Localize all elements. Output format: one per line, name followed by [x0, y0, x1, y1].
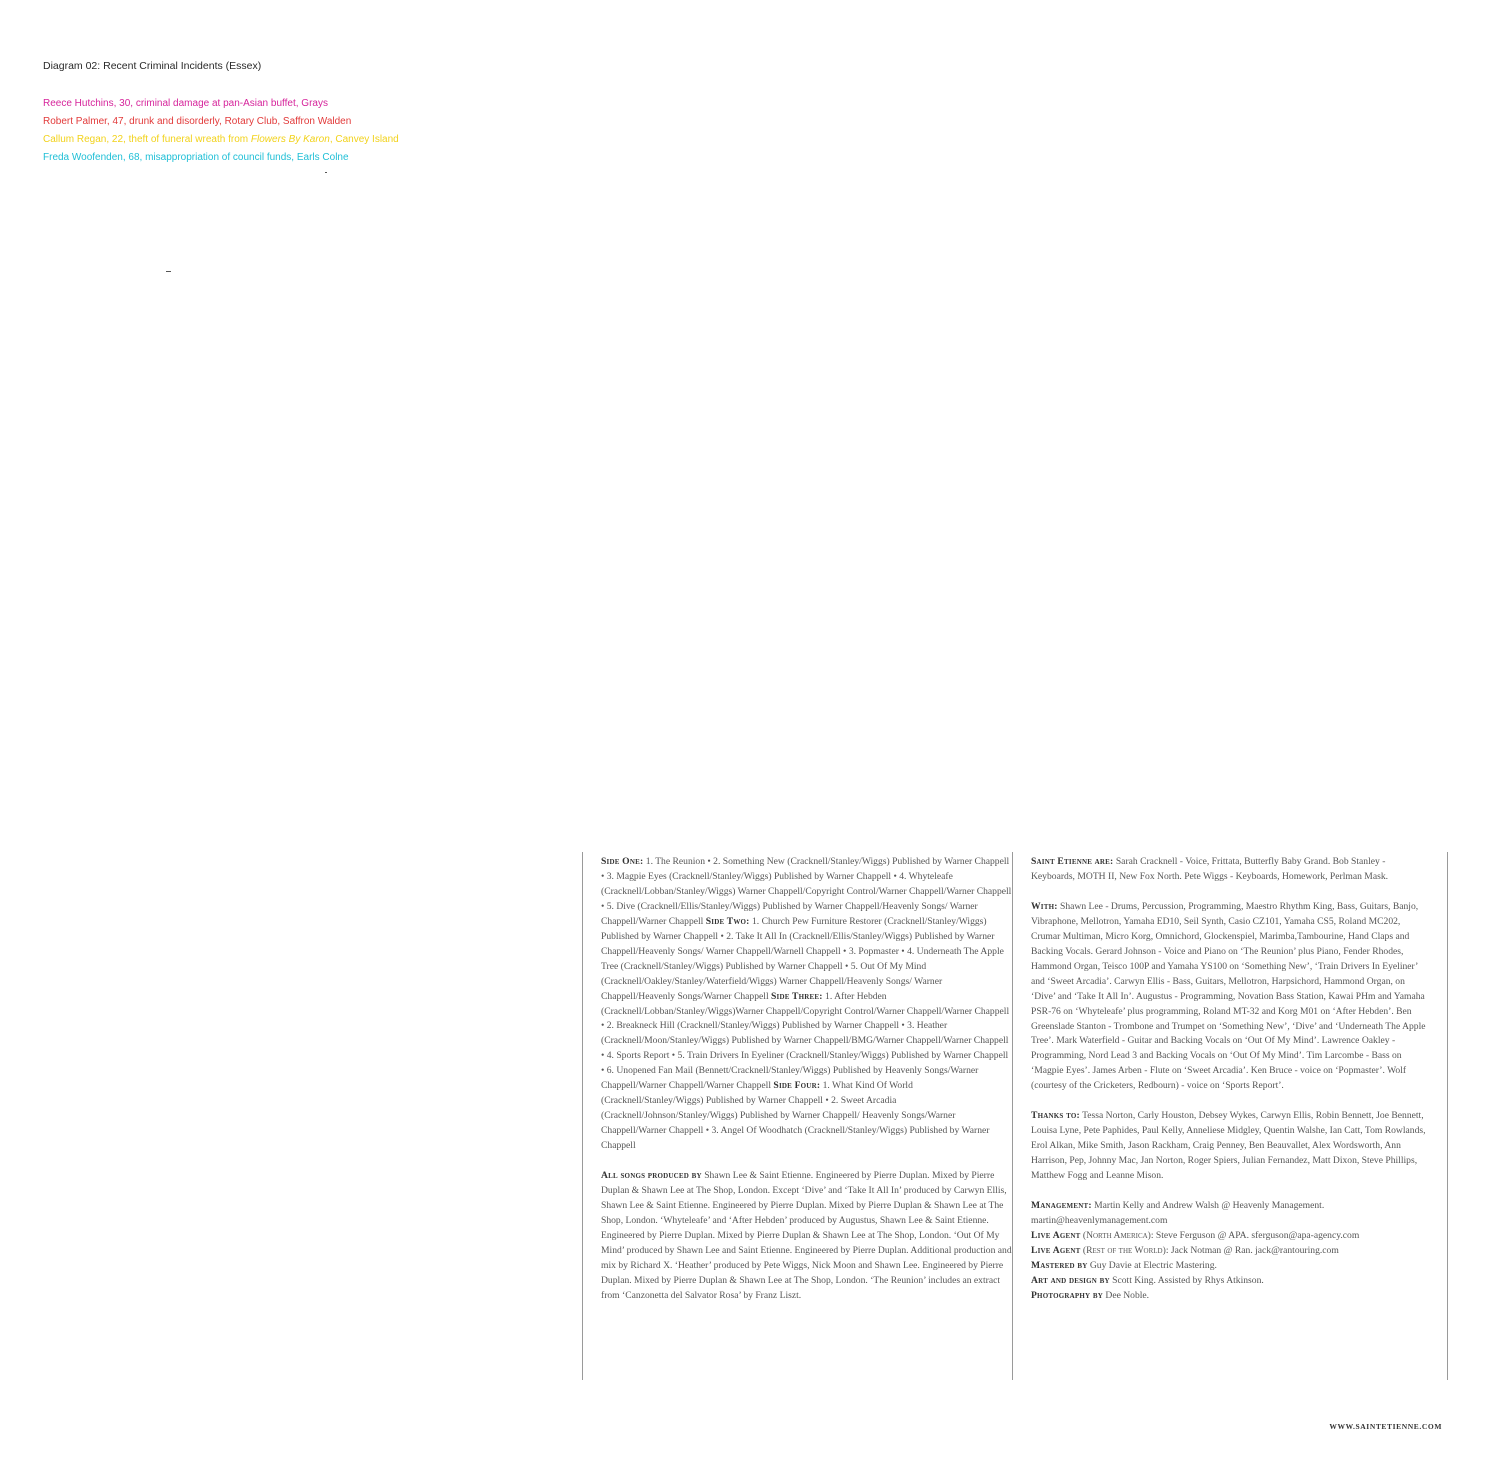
thanks-text: Tessa Norton, Carly Houston, Debsey Wykes, Carwyn Ellis, Robin Bennett, Joe Bennett, Louisa Lyne, Pete Paphides, Paul Kelly, Anneliese Midgley, Quentin Walshe, Ian Catt, Tom Rowlands, Erol Alkan, Mike Smith, Jason Rackham, Craig Penney, Ben Beauvallet, Alex Wordsworth, Ann Harrison, Pep, Johnny Mac, Jan Norton, Roger Spiers, Julian Fernandez, Matt Dixon, Steve Phillips, Matthew Fogg and Leanne Mison. — [1031, 1110, 1426, 1182]
mastered-heading: Mastered by — [1031, 1259, 1088, 1271]
management-heading: Management: — [1031, 1200, 1092, 1212]
diagram-title: Diagram 02: Recent Criminal Incidents (Essex) — [43, 60, 262, 72]
thanks — [1031, 1109, 1431, 1184]
side-four-heading: Side Four: — [773, 1080, 821, 1092]
live-agent-heading: Live Agent — [1031, 1229, 1081, 1241]
incident-text: Reece Hutchins, 30, criminal damage at pan-Asian buffet, Grays — [43, 98, 328, 109]
thanks-heading: Thanks to: — [1031, 1110, 1080, 1122]
live-agent-region: (North America) — [1080, 1229, 1151, 1241]
credits-right-column — [1012, 852, 1448, 1380]
incident-text: Robert Palmer, 47, drunk and disorderly, Rotary Club, Saffron Walden — [43, 116, 352, 127]
side-three-tracks: 1. After Hebden (Cracknell/Lobban/Stanley/Wiggs)Warner Chappell/Copyright Control/Warner Chappell/Warner Chappell • 2. Breakneck Hill (Cracknell/Stanley/Wiggs) Published by Warner Chappell • 3. Heather (Cracknell/Moon/Stanley/Wiggs) Published by Warner Chappell/BMG/Warner Chappell/Warner Chappell • 4. Sports Report • 5. Train Drivers In Eyeliner (Cracknell/Stanley/Wiggs) Published by Warner Chappell • 6. Unopened Fan Mail (Bennett/Cracknell/Stanley/Wiggs) Published by Heavenly Songs/Warner Chappell/Warner Chappell/Warner Chappell — [601, 990, 1010, 1092]
mastered-text: Guy Davie at Electric Mastering. — [1087, 1259, 1217, 1271]
band-heading: Saint Etienne are: — [1031, 856, 1114, 867]
mastering — [1031, 1259, 1431, 1274]
production-credits — [601, 1169, 1013, 1304]
live-agent-text: : Steve Ferguson @ APA. sferguson@apa-agency.com — [1150, 1229, 1360, 1241]
side-two-tracks: 1. Church Pew Furniture Restorer (Cracknell/Stanley/Wiggs) Published by Warner Chappell • 2. Take It All In (Cracknell/Ellis/Stanley/Wiggs) Published by Warner Chappell/Heavenly Songs/ Warner Chappell/Warnell Chappell • 3. Popmaster • 4. Underneath The Apple Tree (Cracknell/Stanley/Wiggs) Published by Warner Chappell • 5. Out Of My Mind (Cracknell/Oakley/Stanley/Waterfield/Wiggs) Warner Chappell/Heavenly Songs/ Warner Chappell/Heavenly Songs/Warner Chappell — [601, 915, 1004, 1002]
side-three-heading: Side Three: — [771, 990, 823, 1002]
incident-item — [43, 113, 643, 131]
management — [1031, 1199, 1431, 1229]
incident-item — [43, 95, 643, 113]
incident-text: , Canvey Island — [329, 134, 399, 145]
side-four-tracks: 1. What Kind Of World (Cracknell/Stanley/Wiggs) Published by Warner Chappell • 2. Sweet Arcadia (Cracknell/Johnson/Stanley/Wiggs) Published by Warner Chappell/ Heavenly Songs/Warner Chappell/Warner Chappell • 3. Angel Of Woodhatch (Cracknell/Stanley/Wiggs) Published by Warner Chappell — [601, 1080, 990, 1152]
website-url: WWW.SAINTETIENNE.COM — [1329, 1422, 1442, 1431]
print-speck — [166, 271, 171, 272]
live-agent-region: (Rest of the World) — [1080, 1244, 1166, 1256]
print-speck — [325, 172, 327, 173]
incident-item — [43, 131, 643, 149]
live-agent-north-america — [1031, 1229, 1431, 1244]
criminal-incidents-diagram — [43, 59, 643, 167]
incident-shop-name: Flowers By Karon — [250, 134, 330, 145]
management-text: Martin Kelly and Andrew Walsh @ Heavenly Management. martin@heavenlymanagement.com — [1031, 1200, 1325, 1227]
tracklist — [601, 855, 1013, 1154]
with-text: Shawn Lee - Drums, Percussion, Programming, Maestro Rhythm King, Bass, Guitars, Banjo, Vibraphone, Mellotron, Yamaha ED10, Seil Synth, Casio CZ101, Yamaha CS5, Roland MC202, Crumar Multiman, Micro Korg, Omnichord, Glockenspiel, Marimba,Tambourine, Hand Claps and Backing Vocals. Gerard Johnson - Voice and Piano on ‘The Reunion’ plus Piano, Fender Rhodes, Hammond Organ, Teisco 100P and Yamaha YS100 on ‘Something New’, ‘Train Drivers In Eyeliner’ and ‘Sweet Arcadia’. Carwyn Ellis - Bass, Guitars, Mellotron, Harpsichord, Hammond Organ, on ‘Dive’ and ‘Take It All In’. Augustus - Programming, Novation Bass Station, Kawai PHm and Yamaha PSR-76 on ‘Whyteleafe’ plus programming, Roland MT-32 and Korg M01 on ‘After Hebden’. Ben Greenslade Stanton - Trombone and Trumpet on ‘Something New’, ‘Dive’ and ‘Underneath The Apple Tree’. Mark Waterfield - Guitar and Backing Vocals on ‘Out Of My Mind’. Lawrence Oakley - Programming, Nord Lead 3 and Backing Vocals on ‘Out Of My Mind’. Tim Larcombe - Bass on ‘Magpie Eyes’. James Arben - Flute on ‘Sweet Arcadia’. Ken Bruce - voice on ‘Popmaster’. Wolf (courtesy of the Cricketers, Redbourn) - voice on ‘Sports Report’. — [1031, 900, 1426, 1092]
live-agent-heading: Live Agent — [1031, 1244, 1081, 1256]
art-design — [1031, 1274, 1431, 1289]
side-one-tracks: 1. The Reunion • 2. Something New (Cracknell/Stanley/Wiggs) Published by Warner Chappell • 3. Magpie Eyes (Cracknell/Stanley/Wiggs) Published by Warner Chappell • 4. Whyteleafe (Cracknell/Lobban/Stanley/Wiggs) Warner Chappell/Copyright Control/Warner Chappell/Warner Chappell • 5. Dive (Cracknell/Ellis/Stanley/Wiggs) Published by Warner Chappell/Heavenly Songs/ Warner Chappell/Warner Chappell — [601, 856, 1012, 927]
production-text: Shawn Lee & Saint Etienne. Engineered by Pierre Duplan. Mixed by Pierre Duplan & Shawn Lee at The Shop, London. Except ‘Dive’ and ‘Take It All In’ produced by Carwyn Ellis, Shawn Lee & Saint Etienne. Engineered by Pierre Duplan. Mixed by Pierre Duplan & Shawn Lee at The Shop, London. ‘Whyteleafe’ and ‘After Hebden’ produced by Augustus, Shawn Lee & Saint Etienne. Engineered by Pierre Duplan. Mixed by Pierre Duplan & Shawn Lee at The Shop, London. ‘Out Of My Mind’ produced by Shawn Lee and Saint Etienne. Engineered by Pierre Duplan. Additional production and mix by Richard X. ‘Heather’ produced by Pete Wiggs, Nick Moon and Shawn Lee. Engineered by Pierre Duplan. Mixed by Pierre Duplan & Shawn Lee at The Shop, London. ‘The Reunion’ includes an extract from ‘Canzonetta del Salvator Rosa’ by Franz Liszt. — [601, 1170, 1012, 1301]
with-heading: With: — [1031, 900, 1058, 912]
side-one-heading: Side One: — [601, 856, 644, 867]
credits-left-column — [582, 852, 1013, 1380]
art-heading: Art and design by — [1031, 1274, 1110, 1286]
incident-item — [43, 149, 643, 167]
production-heading: All songs produced by — [601, 1170, 702, 1182]
live-agent-text: : Jack Notman @ Ran. jack@rantouring.com — [1165, 1244, 1339, 1256]
photography — [1031, 1289, 1431, 1304]
with-musicians — [1031, 900, 1431, 1094]
incident-text: Freda Woofenden, 68, misappropriation of council funds, Earls Colne — [43, 152, 349, 163]
photo-text: Dee Noble. — [1103, 1289, 1150, 1301]
live-agent-rest-of-world — [1031, 1244, 1431, 1259]
photo-heading: Photography by — [1031, 1289, 1103, 1301]
incident-text: Callum Regan, 22, theft of funeral wreath from — [43, 134, 251, 145]
band-text: Sarah Cracknell - Voice, Frittata, Butterfly Baby Grand. Bob Stanley - Keyboards, MOTH II, New Fox North. Pete Wiggs - Keyboards, Homework, Perlman Mask. — [1031, 856, 1389, 882]
art-text: Scott King. Assisted by Rhys Atkinson. — [1109, 1274, 1264, 1286]
band-members — [1031, 855, 1431, 885]
side-two-heading: Side Two: — [705, 915, 750, 927]
